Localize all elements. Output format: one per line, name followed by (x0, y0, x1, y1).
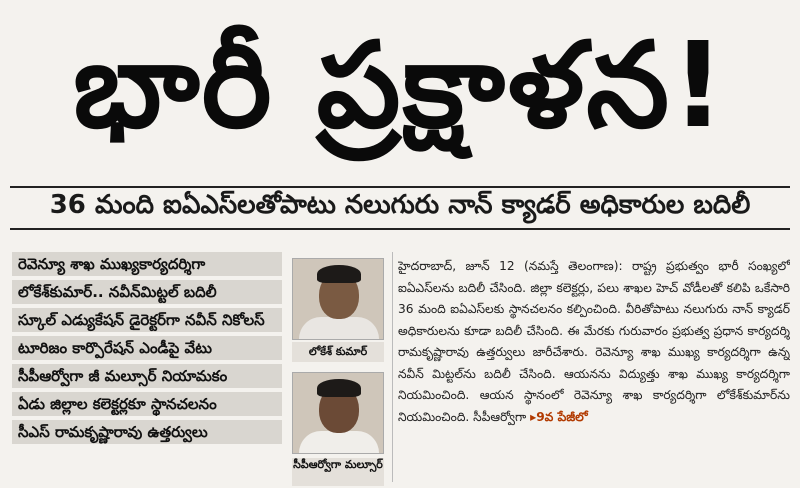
shoulders-shape (299, 317, 379, 339)
subheadline: 36 మంది ఐఏఎస్‌లతోపాటు నలుగురు నాన్ క్యాడర్ అధికారుల బదిలీ (10, 186, 790, 230)
bullet-item: స్కూల్ ఎడ్యుకేషన్ డైరెక్టర్‌గా నవీన్ నికోలస్ (12, 308, 282, 332)
photo-caption: సీపీఆర్వోగా మల్సూర్ (292, 458, 384, 486)
article-body (398, 256, 790, 484)
bullet-item: లోకేశ్‌కుమార్.. నవీన్‌మిట్టల్ బదిలీ (12, 280, 282, 304)
bullet-item: టూరిజం కార్పొరేషన్ ఎండీపై వేటు (12, 336, 282, 360)
bullet-item: సీపీఆర్వోగా జీ మల్సూర్ నియామకం (12, 364, 282, 388)
hair-shape (317, 265, 361, 283)
portrait-photo-icon (292, 258, 384, 340)
bullet-item: రెవెన్యూ శాఖ ముఖ్యకార్యదర్శిగా (12, 252, 282, 276)
hair-shape (317, 379, 361, 397)
headline: భారీ ప్రక్షాళన! (73, 16, 727, 154)
shoulders-shape (299, 431, 379, 453)
column-divider (392, 252, 393, 482)
photo-caption: లోకేశ్ కుమార్ (292, 342, 384, 362)
bullet-item: ఏడు జిల్లాల కలెక్టర్లకూ స్థానచలనం (12, 392, 282, 416)
portrait-photo-icon (292, 372, 384, 454)
bullet-item: సీఎస్ రామకృష్ణారావు ఉత్తర్వులు (12, 420, 282, 444)
continuation-marker[interactable]: ▸9వ పేజీలో (530, 409, 588, 424)
bullet-list (12, 252, 282, 444)
article-text: హైదరాబాద్, జూన్ 12 (నమస్తే తెలంగాణ): రాష్ట్ర ప్రభుత్వం భారీ సంఖ్యలో ఐఏఎస్‌లను బదిలీ చేసింది. జిల్లా కలెక్టర్లు, పలు శాఖల హెచ్ వోడీలతో కలిపి ఒకేసారి 36 మంది ఐఏఎస్‌లకు స్థానచలనం కల్పించింది. వీరితోపాటు నలుగురు నాన్ క్యాడర్ అధికారులను కూడా బదిలీ చేసింది. ఈ మేరకు గురువారం ప్రభుత్వ ప్రధాన కార్యదర్శి రామకృష్ణారావు ఉత్తర్వులు జారీచేశారు. రెవెన్యూ శాఖ ముఖ్య కార్యదర్శిగా ఉన్న నవీన్ మిట్టల్‌ను బదిలీ చేసింది. ఆయనను విద్యుత్తు శాఖ ముఖ్య కార్యదర్శిగా నియమించింది. ఆయన స్థానంలో రెవెన్యూ శాఖ కార్యదర్శిగా లోకేశ్‌కుమార్‌ను నియమించింది. సీపీఆర్వోగా (398, 259, 790, 424)
